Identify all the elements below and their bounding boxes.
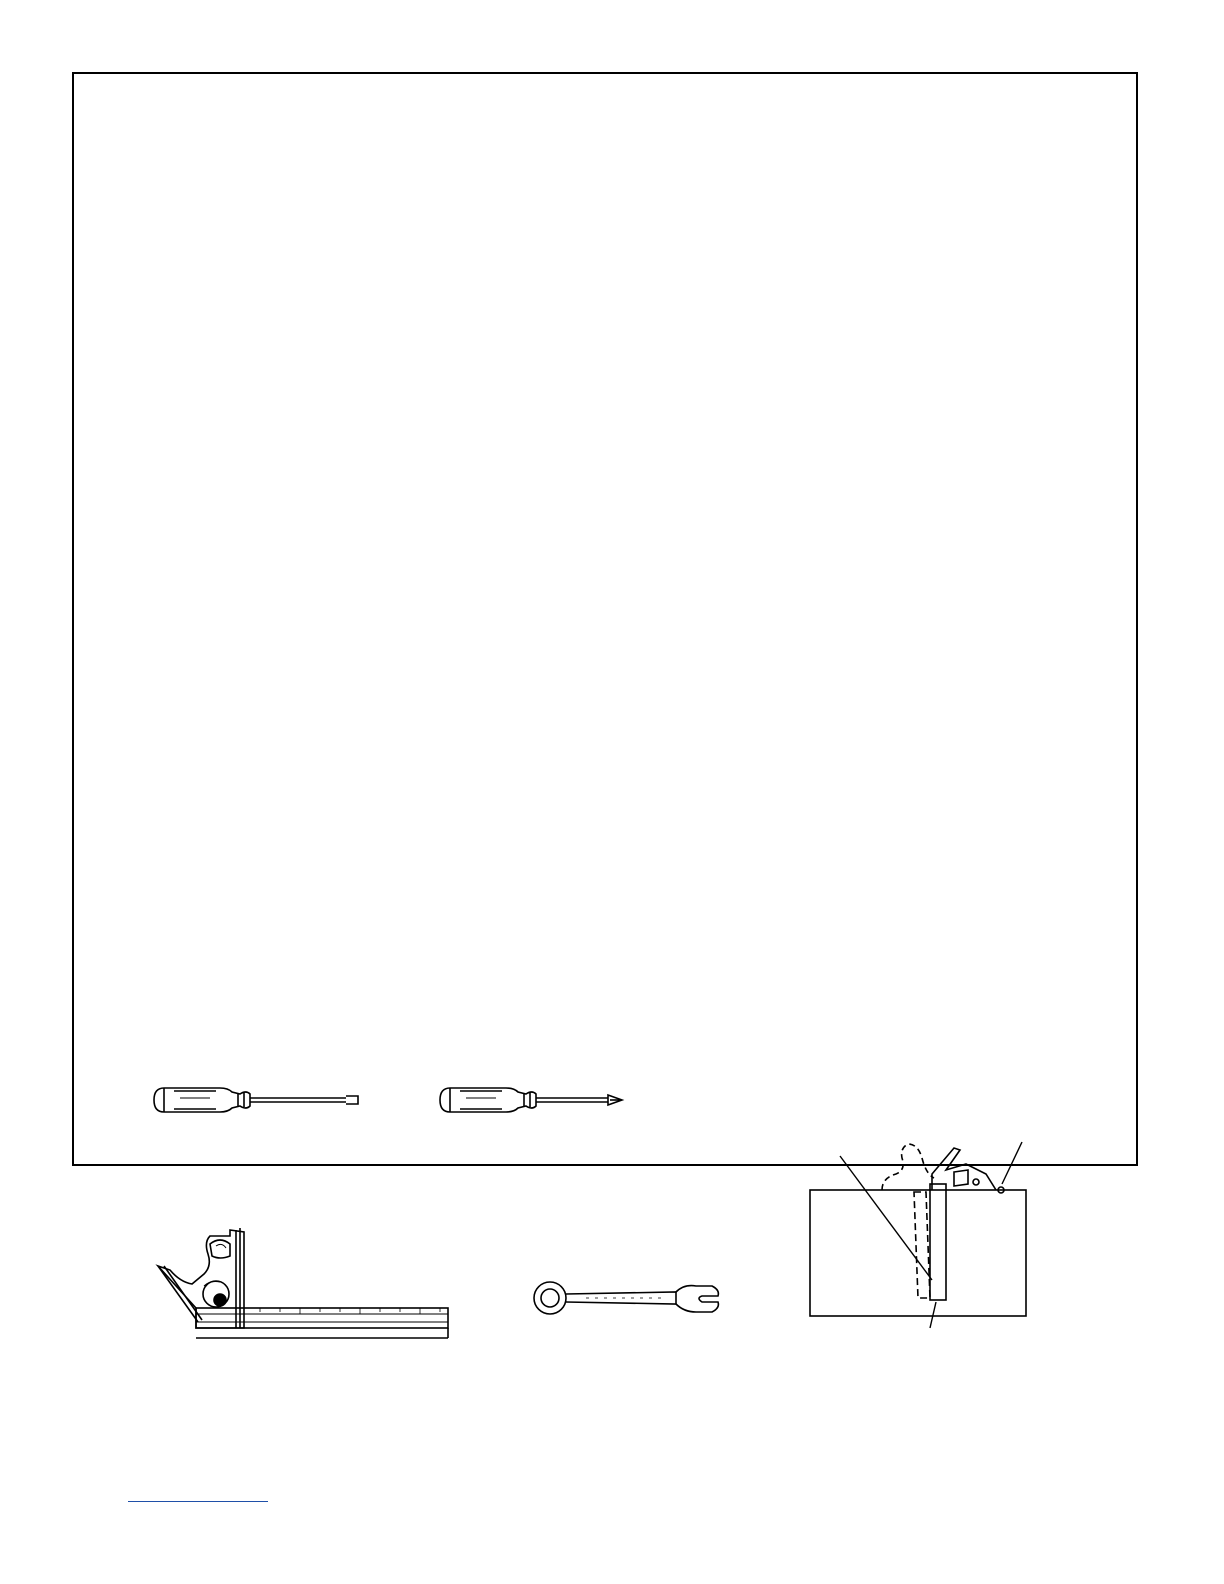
combination-wrench-icon bbox=[526, 1278, 726, 1322]
flat-screwdriver-icon bbox=[150, 1082, 365, 1118]
phillips-screwdriver-icon bbox=[436, 1082, 636, 1118]
square-against-blade-diagram-icon bbox=[806, 1138, 1036, 1334]
combination-square-icon bbox=[150, 1222, 460, 1346]
footer-rule bbox=[128, 1501, 268, 1502]
page-frame bbox=[72, 72, 1138, 1166]
